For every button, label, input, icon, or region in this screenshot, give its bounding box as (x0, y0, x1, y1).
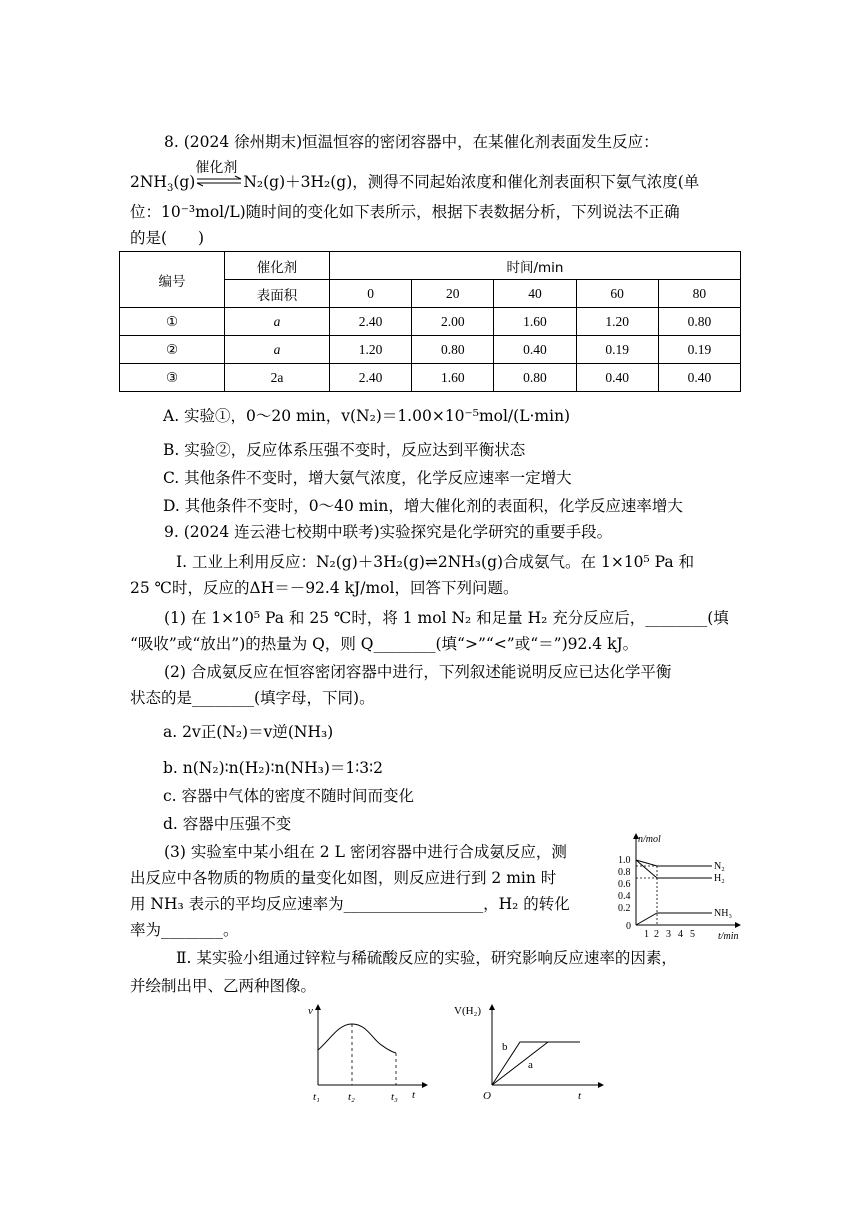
q8-option-d: D. 其他条件不变时，0～40 min，增大催化剂的表面积，化学反应速率增大 (163, 497, 683, 515)
q8-reaction-line: $2NH_3(g)$ 催化剂 N₂(g)＋3H₂(g)，测得不同起始浓度和催化剂表面积下氨气浓度(单 (130, 160, 700, 195)
cell: 1.20 (576, 308, 658, 336)
header-catalyst-1: 催化剂 (225, 252, 330, 280)
cell: 0.80 (494, 364, 576, 392)
x-tick: 1 (644, 929, 649, 940)
series-label-nh3: NH₃ (714, 908, 732, 919)
reaction-left: 2NH (130, 173, 167, 191)
y-axis-label: V(H₂) (454, 1005, 482, 1017)
cell: 0.40 (658, 364, 740, 392)
header-id: 编号 (120, 252, 225, 308)
table-row (120, 308, 741, 336)
q9-sub3-line1: (3) 实验室中某小组在 2 L 密闭容器中进行合成氨反应，测 (164, 843, 567, 861)
x-axis-label: t/min (718, 931, 739, 942)
cell: 0.19 (576, 336, 658, 364)
x-axis-label: t (578, 1090, 582, 1102)
x-tick-t1: t₁ (313, 1091, 320, 1103)
time-col: 80 (658, 280, 740, 308)
y-tick: 1.0 (618, 855, 631, 866)
line-label-b: b (502, 1041, 508, 1053)
rate-time-graph (300, 1000, 430, 1104)
q8-option-c: C. 其他条件不变时，增大氨气浓度，化学反应速率一定增大 (163, 469, 572, 487)
y-tick: 0.2 (618, 903, 631, 914)
cell: 2.40 (330, 308, 412, 336)
row-id: ③ (120, 364, 225, 392)
q9-sub3-line3: 用 NH₃ 表示的平均反应速率为__________________，H₂ 的转化 (130, 895, 570, 913)
q9-sub2-line2: 状态的是________(填字母，下同)。 (130, 689, 375, 707)
table-row (120, 336, 741, 364)
q9-sub3-line2: 出反应中各物质的物质的量变化如图，则反应进行到 2 min 时 (130, 869, 557, 887)
cell: 0.80 (412, 336, 494, 364)
q8-line4: 的是( ) (130, 229, 205, 247)
time-col: 20 (412, 280, 494, 308)
q9-option-d: d. 容器中压强不变 (163, 815, 292, 833)
q9-title: 9. (2024 连云港七校期中联考)实验探究是化学研究的重要手段。 (164, 523, 613, 541)
reaction-right: N₂(g)＋3H₂(g)，测得不同起始浓度和催化剂表面积下氨气浓度(单 (243, 173, 700, 191)
x-tick: 4 (678, 929, 683, 940)
q9-part1-line1: Ⅰ. 工业上利用反应：N₂(g)＋3H₂(g)⇌2NH₃(g)合成氨气。在 1×10⁵ Pa 和 (176, 553, 695, 571)
q8-option-b: B. 实验②，反应体系压强不变时，反应达到平衡状态 (163, 441, 526, 459)
q9-part2-line1: Ⅱ. 某实验小组通过锌粒与稀硫酸反应的实验，研究影响反应速率的因素， (176, 949, 677, 967)
q9-option-a: a. 2v正(N₂)＝v逆(NH₃) (163, 723, 334, 741)
q9-part1-line2: 25 ℃时，反应的ΔH＝－92.4 kJ/mol，回答下列问题。 (130, 579, 519, 597)
header-catalyst-2: 表面积 (225, 280, 330, 308)
catalyst-label: 催化剂 (195, 160, 238, 176)
y-tick: 0 (626, 921, 631, 932)
volume-time-graph (450, 1000, 610, 1104)
cell: 0.40 (494, 336, 576, 364)
y-tick: 0.4 (618, 891, 631, 902)
line-label-a: a (528, 1059, 533, 1071)
time-col: 60 (576, 280, 658, 308)
q9-sub2-line1: (2) 合成氨反应在恒容密闭容器中进行，下列叙述能说明反应已达化学平衡 (164, 663, 672, 681)
row-area: 2a (225, 364, 330, 392)
cell: 2.00 (412, 308, 494, 336)
y-axis-label: v (308, 1005, 313, 1017)
row-id: ① (120, 308, 225, 336)
cell: 0.80 (658, 308, 740, 336)
q8-title: 8. (2024 徐州期末)恒温恒容的密闭容器中，在某催化剂表面发生反应： (164, 133, 659, 151)
table-row (120, 364, 741, 392)
header-time: 时间/min (330, 252, 741, 280)
row-id: ② (120, 336, 225, 364)
x-tick-t2: t₂ (348, 1091, 355, 1103)
row-area: a (225, 308, 330, 336)
catalyst-arrow (195, 160, 243, 192)
cell: 0.40 (576, 364, 658, 392)
series-label-n2: N₂ (714, 861, 725, 872)
q8-line3: 位：10⁻³mol/L)随时间的变化如下表所示，根据下表数据分析，下列说法不正确 (130, 203, 680, 221)
y-tick: 0.8 (618, 867, 631, 878)
data-table (119, 251, 741, 392)
x-tick: 3 (666, 929, 671, 940)
time-col: 0 (330, 280, 412, 308)
origin-label: O (483, 1090, 491, 1102)
mole-time-graph (614, 830, 744, 942)
x-tick: 2 (654, 929, 659, 940)
cell: 0.19 (658, 336, 740, 364)
cell: 2.40 (330, 364, 412, 392)
q9-sub3-line4: 率为________。 (130, 921, 239, 939)
series-label-h2: H₂ (714, 873, 725, 884)
cell: 1.60 (494, 308, 576, 336)
cell: 1.20 (330, 336, 412, 364)
x-tick: 5 (690, 929, 695, 940)
x-tick-t3: t₃ (391, 1091, 398, 1103)
y-axis-label: n/mol (638, 834, 661, 845)
cell: 1.60 (412, 364, 494, 392)
q9-option-b: b. n(N₂)∶n(H₂)∶n(NH₃)＝1∶3∶2 (163, 759, 384, 777)
y-tick: 0.6 (618, 879, 631, 890)
q9-sub1-line1: (1) 在 1×10⁵ Pa 和 25 ℃时，将 1 mol N₂ 和足量 H₂ 充分反应后，________(填 (164, 609, 729, 627)
row-area: a (225, 336, 330, 364)
x-axis-label: t (412, 1089, 416, 1101)
q9-sub1-line2: “吸收”或“放出”)的热量为 Q，则 Q________(填“>”“<”或“＝”)92.4 kJ。 (130, 635, 639, 653)
time-col: 40 (494, 280, 576, 308)
q9-option-c: c. 容器中气体的密度不随时间而变化 (163, 787, 415, 805)
q9-part2-line2: 并绘制出甲、乙两种图像。 (130, 977, 317, 995)
q8-option-a: A. 实验①，0～20 min，v(N₂)＝1.00×10⁻⁵mol/(L·min) (163, 407, 571, 425)
